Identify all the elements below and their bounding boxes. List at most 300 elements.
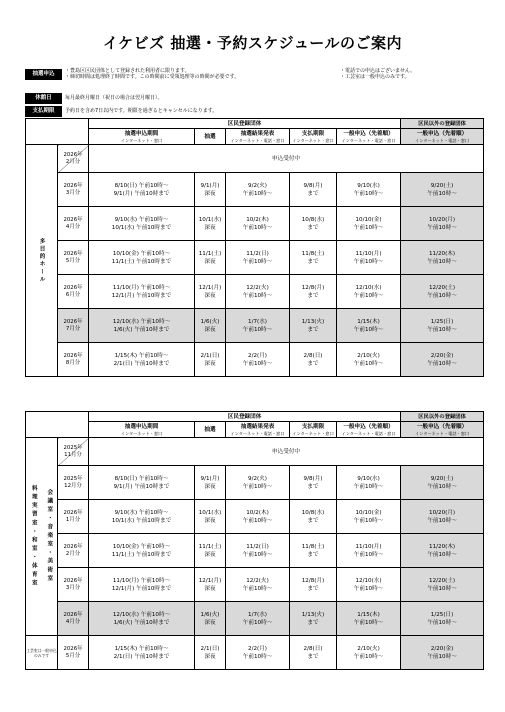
lottery-cell-line: 11/1(土) [198,543,222,550]
pay-cell-line: 10/8(水) [301,216,325,223]
month-cell [58,500,89,534]
outside-cell [401,602,484,636]
pay-cell [290,275,337,309]
general-cell-line: 11/10(月) [355,250,382,257]
header-col-sub: インターネット・電話・窓口 [230,431,285,436]
lottery-cell [195,207,226,241]
header-col-sub: インターネット・窓口 [120,431,163,436]
pay-cell-line: 10/8(水) [301,509,325,516]
note-craft [26,636,58,670]
period-cell [89,241,195,275]
outside-cell-line: 午前10時～ [427,483,457,490]
period-end: 10/1(水) 午前10時まで [111,224,172,231]
table-row [26,602,484,636]
info-line: ・締切時間は処理終了時間です。この時間前に受領処理等の時間が必要です。 [65,73,240,80]
header-col [89,422,195,438]
period-end: 11/1(土) 午前10時まで [111,258,172,265]
result-cell-line: 10/2(木) [246,216,269,223]
result-cell-line: 9/2(火) [248,182,267,189]
month-text: 3月分 [65,584,81,591]
info-row [25,69,485,80]
month-text: 4月分 [65,618,81,625]
outside-cell [401,207,484,241]
general-cell-line: 午前10時～ [353,360,384,367]
info-row [25,106,485,117]
general-cell-line: 9/10(水) [357,475,380,482]
result-cell [226,241,290,275]
info-line: ・豊島区区民団体として登録された利用者に限ります。 [65,68,190,74]
header-kumin: 区民登録団体 [89,119,401,129]
info-label: 抽選申込 [25,69,62,80]
lottery-cell-line: 12/1(月) [198,284,222,291]
outside-cell-line: 午前10時～ [427,258,457,265]
month-cell [58,241,89,275]
result-cell-line: 午前10時～ [242,360,273,367]
table-row [26,500,484,534]
outside-cell [401,309,484,343]
header-col [290,422,337,438]
month-text: 2025年 [63,475,83,482]
period-start: 1/15(木) 午前10時～ [114,645,169,652]
general-cell [337,636,401,670]
general-cell [337,241,401,275]
result-cell-line: 11/2(日) [246,250,269,257]
lottery-cell-line: 9/1(月) [200,182,220,189]
period-start: 10/10(金) 午前10時～ [112,543,171,550]
period-start: 1/15(木) 午前10時～ [114,352,169,359]
month-text: 1月分 [65,516,81,523]
pay-cell [290,173,337,207]
pay-cell-line: 9/8(月) [303,182,323,189]
month-cell [58,636,89,670]
result-cell-line: 10/2(木) [246,509,269,516]
table-row [26,534,484,568]
month-cell [58,568,89,602]
period-cell [89,568,195,602]
info-line: ・電話での申込はございません。 [340,68,416,74]
header-col [401,129,484,145]
month-text: 2026年 [63,216,83,223]
outside-cell-line: 9/20(土) [430,182,454,189]
period-end: 2/1(日) 午前10時まで [113,360,170,367]
month-text: 4月分 [65,223,81,230]
outside-cell [401,241,484,275]
result-cell-line: 午前10時～ [242,585,273,592]
period-end: 12/1(月) 午前10時まで [111,585,172,592]
general-cell-line: 午前10時～ [353,585,384,592]
outside-cell [401,534,484,568]
header-col-sub: インターネット・電話・窓口 [415,138,470,143]
header-col-main: 抽選 [204,133,216,140]
lottery-cell-line: 深夜 [204,517,216,524]
pay-cell-line: まで [307,483,319,490]
header-col [337,129,401,145]
period-end: 9/1(月) 午前10時まで [113,483,170,490]
general-cell-line: 10/10(金) [355,509,382,516]
result-cell-line: 午前10時～ [242,326,273,333]
lottery-cell-line: 9/1(月) [200,475,220,482]
outside-cell-line: 午前10時～ [427,619,457,626]
general-cell-line: 10/10(金) [355,216,382,223]
result-cell [226,343,290,377]
header-col [337,422,401,438]
lottery-cell [195,500,226,534]
period-start: 12/10(水) 午前10時～ [112,318,171,325]
table-row [26,241,484,275]
result-cell [226,602,290,636]
pay-cell-line: 2/8(日) [303,352,323,359]
lottery-cell-line: 2/1(日) [200,352,220,359]
month-text: 5月分 [65,257,81,264]
pay-cell [290,602,337,636]
table-row [26,466,484,500]
table-row [26,309,484,343]
pay-cell [290,241,337,275]
outside-cell-line: 午前10時～ [427,224,457,231]
lottery-cell-line: 深夜 [204,653,216,660]
general-cell [337,534,401,568]
result-cell-line: 2/2(月) [248,352,267,359]
header-row-2 [26,422,484,438]
header-outside-text: 区民以外の登録団体 [418,413,466,420]
result-cell [226,466,290,500]
header-col-sub: インターネット・電話・窓口 [230,138,285,143]
general-cell-line: 午前10時～ [353,292,384,299]
month-text: 2026年 [63,284,83,291]
lottery-cell [195,466,226,500]
pay-cell-line: まで [307,517,319,524]
header-row-1 [26,119,484,129]
table-row [26,173,484,207]
outside-cell [401,568,484,602]
general-cell [337,602,401,636]
table-row [26,275,484,309]
header-col [226,129,290,145]
header-col-sub: インターネット・電話・窓口 [341,431,396,436]
lottery-cell-line: 12/1(月) [198,577,222,584]
header-col-main: 抽選結果発表 [240,424,275,430]
info-line: 毎月最終月曜日（祝日の場合は翌月曜日）。 [65,94,163,101]
general-cell [337,275,401,309]
general-cell-line: 午前10時～ [353,619,384,626]
lottery-cell [195,241,226,275]
pay-cell [290,568,337,602]
info-text [65,109,465,115]
lottery-cell-line: 1/6(火) [200,318,220,325]
month-cell [58,343,89,377]
general-cell-line: 9/10(水) [357,182,380,189]
corner-cell [26,412,89,438]
result-cell-line: 午前10時～ [242,653,273,660]
result-cell [226,275,290,309]
month-text: 2月分 [65,550,81,557]
pay-cell-line: 12/8(月) [301,284,325,291]
pay-cell-line: 11/8(土) [301,250,325,257]
period-end: 9/1(月) 午前10時まで [113,190,170,197]
outside-cell-line: 午前10時～ [427,551,457,558]
pay-cell [290,466,337,500]
header-col-main: 一般申込（先着順） [343,424,394,430]
pay-cell [290,636,337,670]
general-cell [337,173,401,207]
result-cell-line: 午前10時～ [242,292,273,299]
pay-cell-line: まで [307,653,319,660]
month-text: 2026年 [63,543,83,550]
outside-cell-line: 11/20(木) [429,543,456,550]
result-cell [226,534,290,568]
header-outside [401,412,484,422]
header-col-main: 抽選申込期間 [124,131,159,137]
lottery-cell-line: 深夜 [204,326,216,333]
period-cell [89,500,195,534]
pay-cell-line: まで [307,551,319,558]
month-text: 2026年 [63,151,83,158]
header-row-2 [26,129,484,145]
outside-cell-line: 12/20(土) [429,284,456,291]
month-text: 2025年 [63,444,83,451]
pay-cell-line: まで [307,190,319,197]
header-col-main: 抽選申込期間 [124,424,159,430]
outside-cell [401,636,484,670]
table-row [26,636,484,670]
accepting-cell: 申込受付中 [89,438,484,466]
header-col [226,422,290,438]
lottery-cell-line: 深夜 [204,551,216,558]
period-cell [89,343,195,377]
outside-cell-line: 午前10時～ [427,326,457,333]
result-cell-line: 午前10時～ [242,517,273,524]
header-col [89,129,195,145]
table-row [26,145,484,173]
result-cell [226,173,290,207]
pay-cell-line: 1/13(火) [301,318,325,325]
general-cell-line: 11/10(月) [355,543,382,550]
period-start: 11/10(月) 午前10時～ [112,577,171,584]
result-cell-line: 1/7(水) [248,611,267,618]
general-cell [337,207,401,241]
outside-cell-line: 1/25(日) [430,318,454,325]
outside-cell-line: 10/20(月) [429,509,456,516]
info-text-right [340,69,485,80]
month-text: 3月分 [65,189,81,196]
lottery-cell-line: 深夜 [204,292,216,299]
outside-cell [401,275,484,309]
schedule-table-rooms [25,411,484,670]
general-cell-line: 午前10時～ [353,258,384,265]
period-end: 11/1(土) 午前10時まで [111,551,172,558]
general-cell-line: 午前10時～ [353,517,384,524]
pay-cell-line: 9/8(月) [303,475,323,482]
period-cell [89,173,195,207]
lottery-cell-line: 1/6(火) [200,611,220,618]
info-line: ・工芸室は一般申込のみです。 [340,73,410,80]
outside-cell-line: 2/20(金) [430,645,454,652]
info-label: 休館日 [25,93,62,104]
month-text: 8月分 [65,359,81,366]
general-cell [337,500,401,534]
period-cell [89,309,195,343]
outside-cell [401,500,484,534]
month-text: 2026年 [63,250,83,257]
result-cell-line: 午前10時～ [242,551,273,558]
header-col-main: 一般申込（先着順） [416,424,468,430]
header-row-1 [26,412,484,422]
general-cell-line: 1/15(木) [357,318,380,325]
period-end: 2/1(日) 午前10時まで [113,653,170,660]
pay-cell-line: 1/13(火) [301,611,325,618]
pay-cell [290,500,337,534]
pay-cell-line: まで [307,326,319,333]
general-cell [337,309,401,343]
header-col-main: 抽選 [204,426,216,433]
result-cell [226,636,290,670]
period-cell [89,466,195,500]
pay-cell [290,534,337,568]
header-col-sub: インターネット・窓口 [292,431,334,436]
table-row [26,568,484,602]
header-col-sub: インターネット・電話・窓口 [341,138,396,143]
header-col-sub: インターネット・窓口 [120,138,163,143]
pay-cell-line: まで [307,619,319,626]
pay-cell-line: 11/8(土) [301,543,325,550]
period-start: 9/10(水) 午前10時～ [114,216,169,223]
month-text: 6月分 [65,291,81,298]
month-cell [58,309,89,343]
table-row [26,438,484,466]
header-col [195,422,226,438]
table-row [26,207,484,241]
pay-cell-line: まで [307,258,319,265]
period-cell [89,275,195,309]
outside-cell [401,173,484,207]
period-start: 8/10(日) 午前10時～ [114,475,169,482]
outside-cell-line: 12/20(土) [429,577,456,584]
month-text: 11月分 [64,451,82,458]
header-col-sub: インターネット・電話・窓口 [415,431,470,436]
general-cell-line: 午前10時～ [353,653,384,660]
period-start: 8/10(日) 午前10時～ [114,182,169,189]
result-cell [226,500,290,534]
outside-cell-line: 11/20(木) [429,250,456,257]
pay-cell [290,343,337,377]
lottery-cell [195,275,226,309]
month-text: 2026年 [63,318,83,325]
outside-cell-line: 午前10時～ [427,653,457,660]
general-cell-line: 午前10時～ [353,224,384,231]
general-cell-line: 12/10(水) [355,577,382,584]
header-kumin: 区民登録団体 [89,412,401,422]
info-row [25,93,485,104]
lottery-cell [195,568,226,602]
pay-cell-line: まで [307,224,319,231]
month-cell [58,275,89,309]
info-label: 支払期限 [25,106,62,117]
corner-cell [26,119,89,145]
info-line: 予約日を含め7日以内です。期限を過ぎるとキャンセルになります。 [65,107,218,114]
result-cell-line: 11/2(日) [246,543,269,550]
outside-cell-line: 午前10時～ [427,190,457,197]
result-cell [226,568,290,602]
result-cell-line: 午前10時～ [242,619,273,626]
period-cell [89,636,195,670]
outside-cell-line: 1/25(日) [430,611,454,618]
month-text: 2026年 [63,611,83,618]
table-row [26,343,484,377]
pay-cell-line: 12/8(月) [301,577,325,584]
general-cell-line: 2/10(火) [357,645,380,652]
lottery-cell [195,309,226,343]
month-cell [58,438,89,466]
month-cell [58,173,89,207]
lottery-cell [195,636,226,670]
month-text: 2026年 [63,645,83,652]
label-rooms-left: 料理実習室・和室・体育室 [26,438,42,636]
result-cell-line: 2/2(月) [248,645,267,652]
lottery-cell-line: 深夜 [204,258,216,265]
month-text: 2026年 [63,182,83,189]
lottery-cell-line: 10/1(水) [198,509,222,516]
period-end: 10/1(水) 午前10時まで [111,517,172,524]
period-cell [89,534,195,568]
result-cell-line: 午前10時～ [242,224,273,231]
result-cell-line: 午前10時～ [242,190,273,197]
lottery-cell-line: 11/1(土) [198,250,222,257]
header-col-main: 支払期限 [301,424,325,430]
outside-cell [401,343,484,377]
header-col-main: 一般申込（先着順） [416,131,468,137]
general-cell-line: 2/10(火) [357,352,380,359]
pay-cell-line: まで [307,360,319,367]
lottery-cell [195,173,226,207]
outside-cell-line: 午前10時～ [427,517,457,524]
month-cell [58,602,89,636]
general-cell-line: 午前10時～ [353,326,384,333]
lottery-cell-line: 深夜 [204,619,216,626]
lottery-cell [195,343,226,377]
lottery-cell-line: 10/1(水) [198,216,222,223]
lottery-cell [195,602,226,636]
period-cell [89,207,195,241]
label-rooms-right: 会議室・音楽室・美術室 [42,438,58,636]
period-start: 9/10(水) 午前10時～ [114,509,169,516]
info-text [65,69,335,80]
month-text: 2026年 [63,509,83,516]
label-hall: 多目的ホール [26,145,58,377]
note-craft-text: 工芸室は一般申込のみです [26,647,57,658]
info-text [65,96,465,102]
header-col-main: 一般申込（先着順） [343,131,394,137]
header-col [401,422,484,438]
result-cell-line: 1/7(水) [248,318,267,325]
outside-cell-line: 午前10時～ [427,292,457,299]
period-start: 10/10(金) 午前10時～ [112,250,171,257]
header-col [195,129,226,145]
result-cell-line: 午前10時～ [242,483,273,490]
lottery-cell-line: 深夜 [204,190,216,197]
period-end: 1/6(火) 午前10時まで [113,619,170,626]
lottery-cell-line: 深夜 [204,360,216,367]
month-cell [58,207,89,241]
month-cell [58,534,89,568]
month-text: 5月分 [65,652,81,659]
schedule-table-hall [25,118,484,377]
result-cell-line: 9/2(火) [248,475,267,482]
pay-cell-line: まで [307,585,319,592]
lottery-cell-line: 深夜 [204,585,216,592]
pay-cell [290,309,337,343]
header-outside-text: 区民以外の登録団体 [418,120,466,127]
header-col [290,129,337,145]
